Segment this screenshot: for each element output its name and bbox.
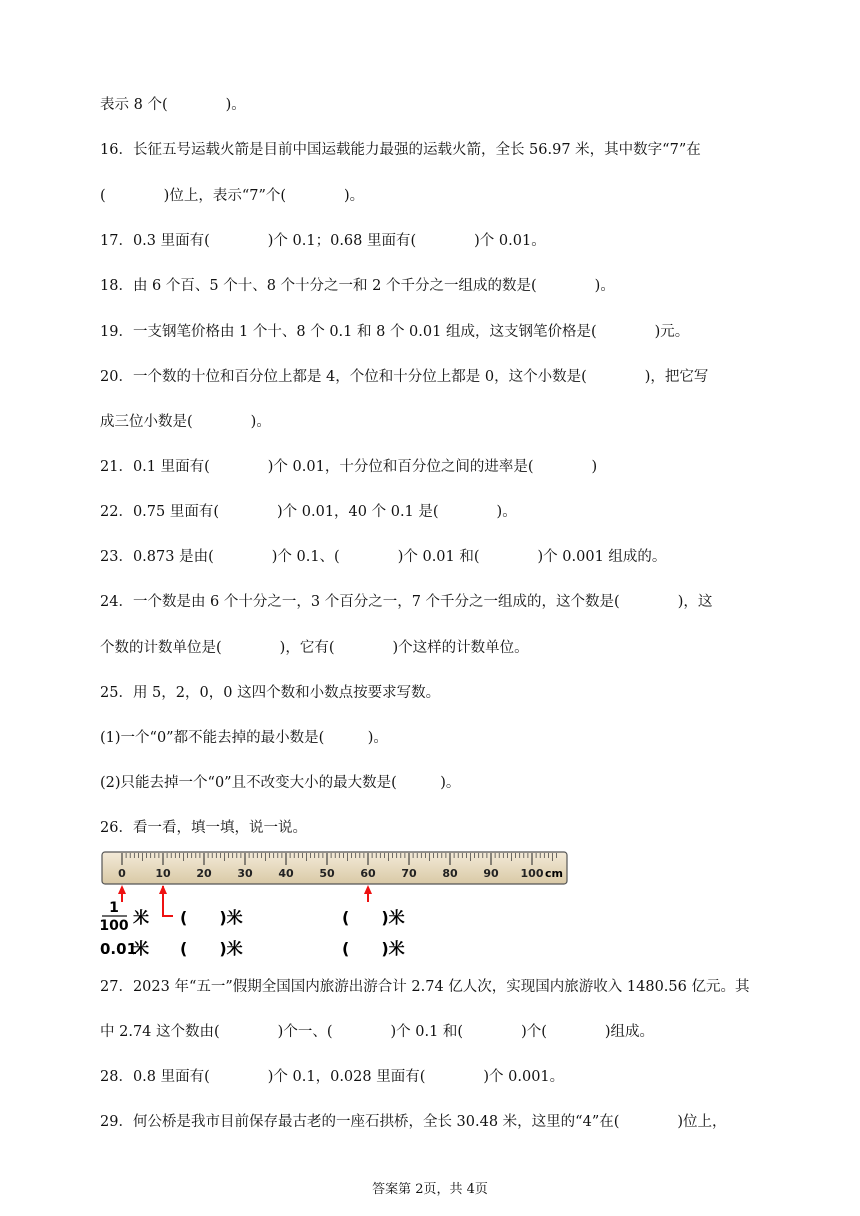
arrow-head-60 (364, 885, 372, 894)
q21: 21．0.1 里面有( )个 0.01，十分位和百分位之间的进率是( ) (100, 459, 598, 475)
ruler-tick-label: 90 (483, 867, 499, 880)
ruler-svg (100, 850, 580, 965)
ruler-unit-label: cm (545, 867, 563, 880)
ruler-tick-label: 70 (401, 867, 417, 880)
q23: 23．0.873 是由( )个 0.1、( )个 0.01 和( )个 0.001 组成的。 (100, 549, 667, 565)
ruler-tick-label: 30 (237, 867, 253, 880)
ruler-tick-label: 80 (442, 867, 458, 880)
ruler-tick-label: 60 (360, 867, 376, 880)
q24-line1: 24．一个数是由 6 个十分之一，3 个百分之一，7 个千分之一组成的，这个数是( )，这 (100, 594, 713, 610)
fraction-numerator: 1 (109, 900, 119, 916)
q27-line1: 27．2023 年“五一”假期全国国内旅游出游合计 2.74 亿人次，实现国内旅游收入 1480.56 亿元。其 (100, 979, 750, 995)
ruler-figure (100, 850, 580, 969)
q22: 22．0.75 里面有( )个 0.01，40 个 0.1 是( )。 (100, 504, 517, 520)
ruler-tick-label: 40 (278, 867, 294, 880)
ruler-tick-label: 100 (520, 867, 544, 880)
q16-line2: ( )位上，表示“7”个( )。 (100, 188, 365, 204)
page-footer: 答案第 2页，共 4页 (372, 1182, 488, 1197)
ruler-tick-label: 0 (118, 867, 126, 880)
ruler-arrows (118, 885, 372, 916)
q25: 25．用 5，2，0，0 这四个数和小数点按要求写数。 (100, 685, 441, 701)
q29: 29．何公桥是我市目前保存最古老的一座石拱桥，全长 30.48 米，这里的“4”在( )位上， (100, 1114, 727, 1130)
arrow-head-0 (118, 885, 126, 894)
arrow-head-10 (159, 885, 167, 894)
blank-10-row2: ( )米 (180, 939, 243, 958)
ruler-tick-label: 20 (196, 867, 212, 880)
blank-10: ( )米 (180, 908, 243, 927)
q25-part1: (1)一个“0”都不能去掉的最小数是( )。 (100, 730, 388, 746)
decimal-unit: 米 (133, 939, 150, 958)
q24-line2: 个数的计数单位是( )，它有( )个这样的计数单位。 (100, 640, 529, 656)
blank-60-row2: ( )米 (342, 939, 405, 958)
q28: 28．0.8 里面有( )个 0.1，0.028 里面有( )个 0.001。 (100, 1069, 565, 1085)
blank-60: ( )米 (342, 908, 405, 927)
ruler-tick-label: 50 (319, 867, 335, 880)
q18: 18．由 6 个百、5 个十、8 个十分之一和 2 个千分之一组成的数是( )。 (100, 278, 615, 294)
fraction-denominator: 100 (100, 918, 129, 934)
q19: 19．一支钢笔价格由 1 个十、8 个 0.1 和 8 个 0.01 组成，这支钢笔价格是( )元。 (100, 324, 690, 340)
decimal-label: 0.01 (100, 940, 138, 958)
q27-line2: 中 2.74 这个数由( )个一、( )个 0.1 和( )个( )组成。 (100, 1024, 655, 1040)
q20-line1: 20．一个数的十位和百分位上都是 4，个位和十分位上都是 0，这个小数是( )，把它写 (100, 369, 709, 385)
q17: 17．0.3 里面有( )个 0.1；0.68 里面有( )个 0.01。 (100, 233, 546, 249)
q26: 26．看一看，填一填，说一说。 (100, 820, 307, 836)
q25-part2: (2)只能去掉一个“0”且不改变大小的最大数是( )。 (100, 775, 461, 791)
ruler-tick-label: 10 (155, 867, 171, 880)
q20-line2: 成三位小数是( )。 (100, 414, 271, 430)
q16-line1: 16．长征五号运载火箭是目前中国运载能力最强的运载火箭，全长 56.97 米，其中数字“7”在 (100, 142, 701, 158)
q15-continuation: 表示 8 个( )。 (100, 97, 246, 113)
fraction-unit: 米 (133, 908, 150, 927)
